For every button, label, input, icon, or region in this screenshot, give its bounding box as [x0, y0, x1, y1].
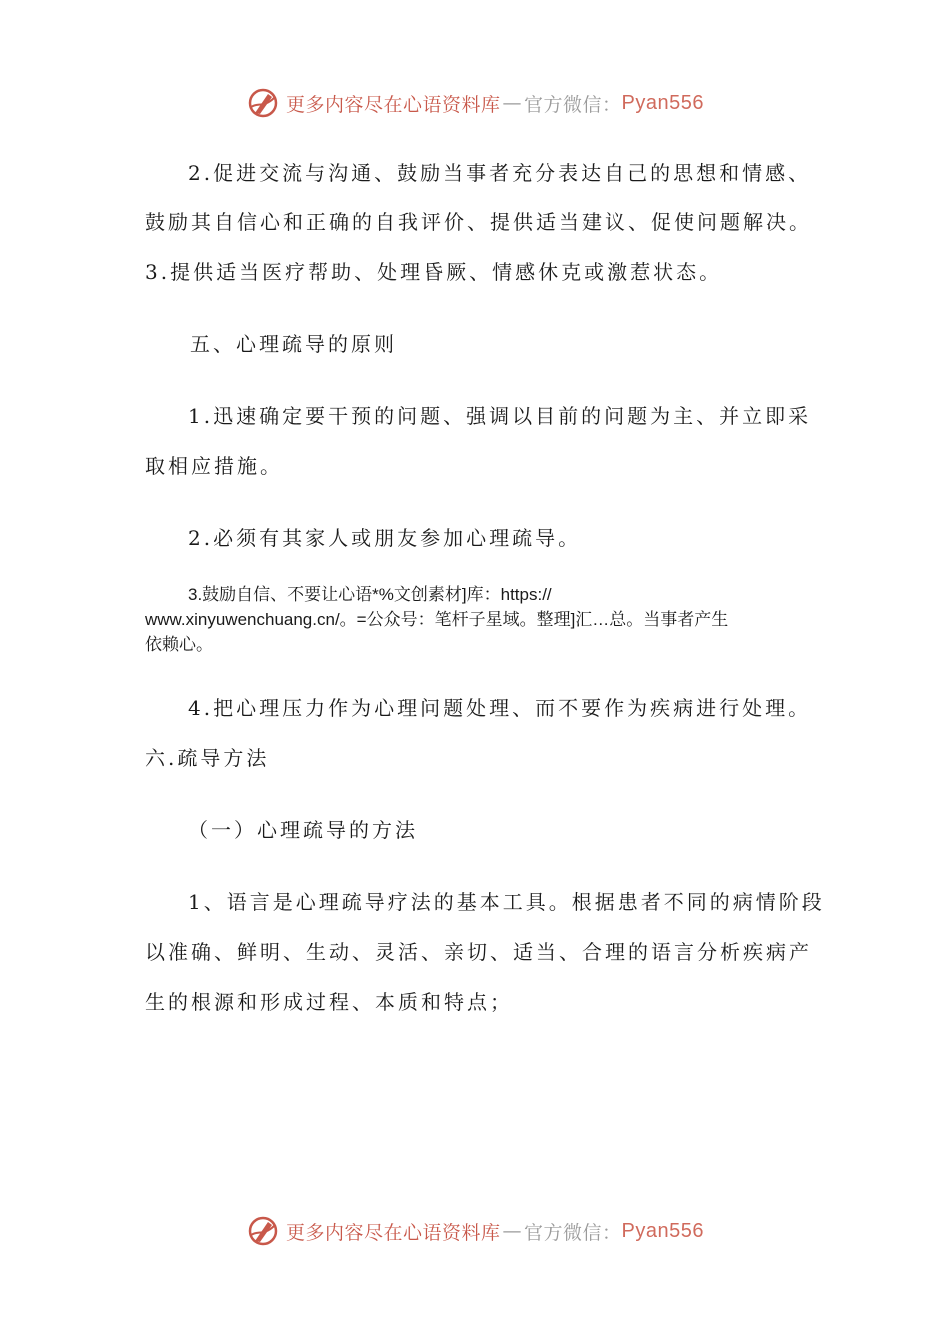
paragraph-line: 2.促进交流与沟通、鼓励当事者充分表达自己的思想和情感、 [188, 161, 812, 185]
banner-wechat-label: 官方微信： [524, 93, 622, 116]
banner-dash: — [502, 1220, 523, 1242]
pen-nib-icon [246, 1214, 280, 1248]
banner-dash: — [502, 92, 523, 114]
paragraph-line: 取相应措施。 [145, 454, 283, 478]
banner-wechat-id: Pyan556 [621, 1219, 704, 1242]
paragraph-line: 4.把心理压力作为心理问题处理、而不要作为疾病进行处理。 [188, 696, 812, 720]
paragraph-line: 鼓励其自信心和正确的自我评价、提供适当建议、促使问题解决。 [145, 210, 812, 234]
section-heading: 六.疏导方法 [145, 746, 270, 770]
banner-main-text: 更多内容尽在心语资料库 [286, 1221, 501, 1244]
footer-banner [0, 1211, 950, 1251]
paragraph-line: 以准确、鲜明、生动、灵活、亲切、适当、合理的语言分析疾病产 [145, 940, 812, 964]
pen-nib-icon [246, 86, 280, 120]
paragraph-line: 2.必须有其家人或朋友参加心理疏导。 [188, 526, 582, 550]
paragraph-line: 生的根源和形成过程、本质和特点； [145, 990, 513, 1014]
banner-wechat-label: 官方微信： [524, 1221, 622, 1244]
subsection-heading: （一）心理疏导的方法 [188, 818, 418, 842]
paragraph-line: 1.迅速确定要干预的问题、强调以目前的问题为主、并立即采 [188, 404, 812, 428]
banner-wechat-id: Pyan556 [621, 91, 704, 114]
paragraph-line: 依赖心。 [145, 635, 213, 654]
paragraph-line: www.xinyuwenchuang.cn/。=公众号：笔杆子星域。整理]汇…总。当事者产生 [145, 610, 729, 629]
paragraph-line: 3.提供适当医疗帮助、处理昏厥、情感休克或激惹状态。 [145, 260, 723, 284]
banner-main-text: 更多内容尽在心语资料库 [286, 93, 501, 116]
header-banner [0, 83, 950, 123]
paragraph-line: 3.鼓励自信、不要让心语*%文创素材]库：https:// [188, 585, 552, 604]
section-heading: 五、心理疏导的原则 [190, 332, 397, 356]
paragraph-line: 1、语言是心理疏导疗法的基本工具。根据患者不同的病情阶段 [188, 890, 825, 914]
